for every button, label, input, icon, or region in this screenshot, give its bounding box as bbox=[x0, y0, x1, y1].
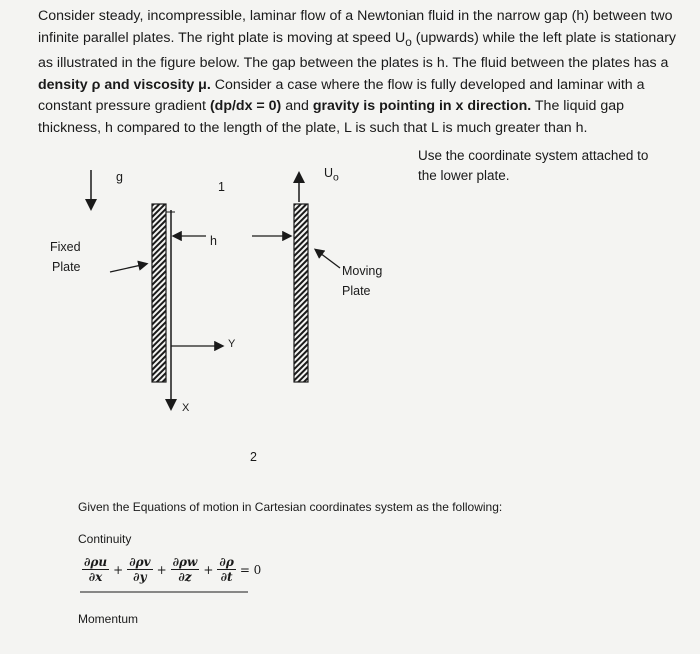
fixed-plate-pointer bbox=[110, 264, 146, 272]
momentum-label: Momentum bbox=[78, 612, 139, 626]
u0-label bbox=[324, 164, 339, 188]
u0-letter: U bbox=[324, 166, 334, 180]
x-axis-label: X bbox=[182, 402, 190, 414]
problem-text-5: The liquid gap thickness, h compared to the length of the plate, L is such that L is much greater than h. bbox=[38, 98, 625, 136]
term-drho-u: $\frac{\partial\rho u}{\partial x}$ bbox=[84, 555, 108, 584]
fixed-plate-label-line2: Plate bbox=[52, 260, 81, 274]
problem-text-1: Consider steady, incompressible, laminar flow of a Newtonian fluid in the narrow gap (h) between two infinite parallel plates. The right plate is moving at speed U bbox=[38, 8, 673, 46]
coordinate-note: Use the coordinate system attached to the lower plate. bbox=[418, 148, 649, 183]
u0-subscript: o bbox=[405, 34, 412, 49]
equations-intro: Given the Equations of motion in Cartesian coordinates system as the following: bbox=[78, 500, 503, 514]
term-drho-v: $\frac{\partial\rho v}{\partial y}$ bbox=[129, 555, 151, 584]
gravity-label: g bbox=[116, 170, 123, 184]
moving-plate bbox=[294, 204, 308, 382]
term-drho-w: $\frac{\partial\rho w}{\partial z}$ bbox=[172, 555, 198, 584]
continuity-equation bbox=[80, 555, 263, 584]
problem-pressure-gradient: (dp/dx = 0) bbox=[209, 98, 282, 115]
point-1-label: 1 bbox=[218, 180, 225, 194]
continuity-label: Continuity bbox=[78, 532, 132, 546]
point-2-label: 2 bbox=[250, 450, 257, 464]
gap-h-label: h bbox=[210, 234, 217, 248]
problem-gravity: gravity is pointing in x direction. bbox=[312, 98, 532, 115]
term-drho-t: $\frac{\partial\rho}{\partial t}$ bbox=[219, 555, 234, 584]
problem-density-viscosity: density ρ and viscosity μ. bbox=[38, 76, 211, 93]
problem-text-4: and bbox=[281, 98, 313, 115]
moving-plate-pointer bbox=[316, 250, 340, 268]
problem-text-2: (upwards) while the left plate is stationary as illustrated in the figure below. The gap between the plates is h. The fluid between the plates has a bbox=[38, 29, 677, 72]
problem-text-3: Consider a case where the flow is fully developed and laminar with a constant pressure gradient bbox=[38, 76, 645, 115]
u0-sub: o bbox=[333, 172, 339, 184]
fixed-plate bbox=[152, 204, 166, 382]
fixed-plate-label-line1: Fixed bbox=[50, 240, 81, 254]
moving-plate-label-line2: Plate bbox=[342, 284, 371, 298]
plus-2: + bbox=[156, 562, 167, 577]
y-axis-label: Y bbox=[228, 338, 236, 350]
plus-1: + bbox=[113, 562, 124, 577]
plus-3: + bbox=[203, 562, 214, 577]
moving-plate-label-line1: Moving bbox=[342, 264, 383, 278]
equals-zero: = 0 bbox=[239, 562, 262, 577]
